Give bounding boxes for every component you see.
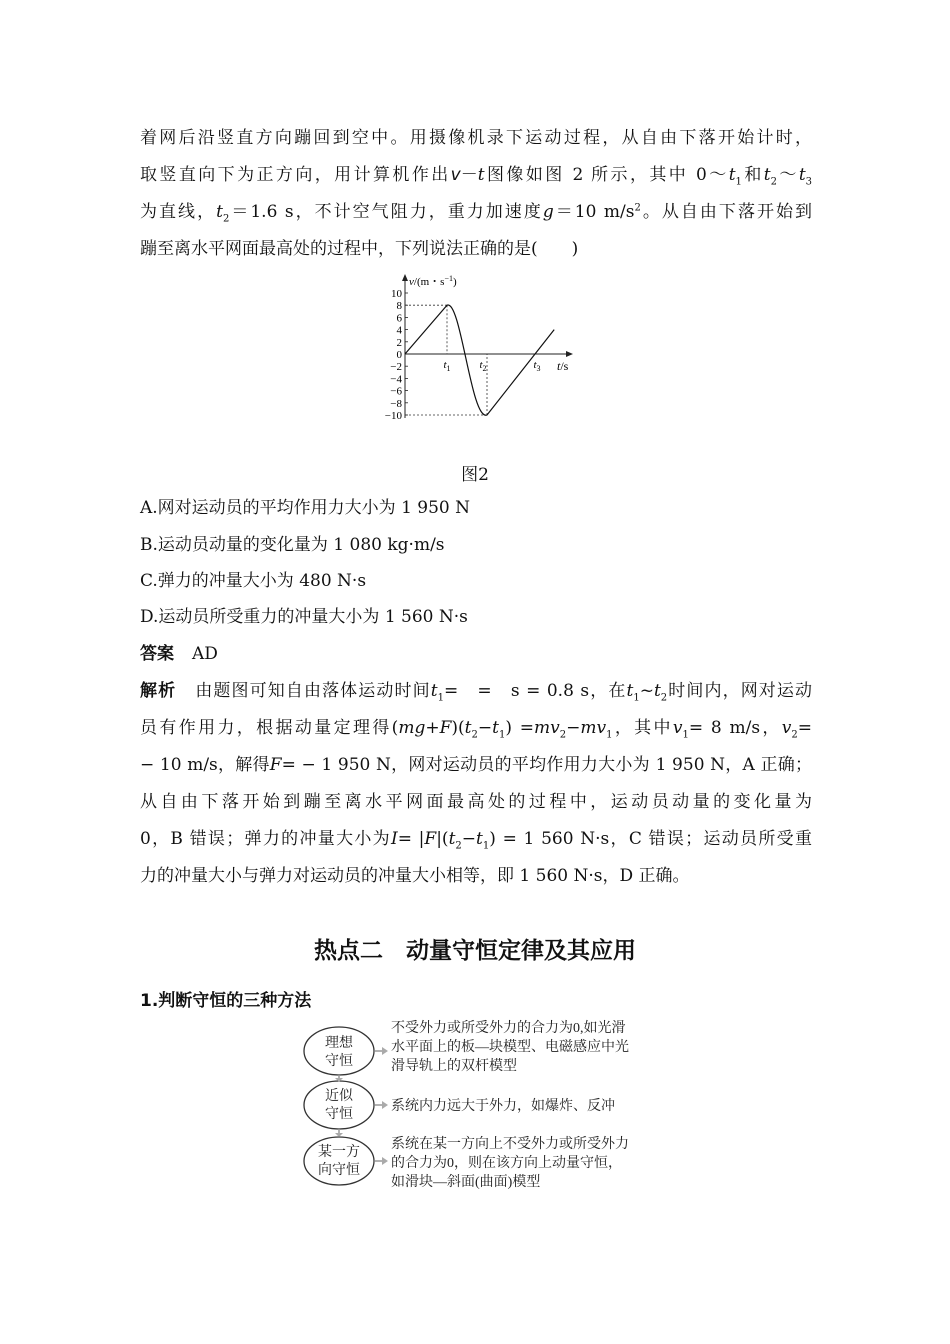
y-tick-label: −6: [390, 385, 402, 398]
x-axis-arrow: [566, 351, 573, 357]
x-tick-label: $t_3$: [533, 359, 541, 373]
y-tick-label: 6: [396, 312, 402, 325]
question-line-4: 蹦至离水平网面最高处的过程中，下列说法正确的是( ): [140, 239, 579, 259]
analysis-line-2: 员有作用力，根据动量定理得$(mg+F)(t_2-t_1) =mv_2-mv_1$，其中$v_1= 8$ m/s，$v_2=$: [140, 718, 813, 741]
option-d: D.运动员所受重力的冲量大小为 1 560 N·s: [140, 607, 468, 627]
y-axis-arrow: [402, 274, 408, 281]
y-tick-label: 8: [396, 300, 402, 313]
analysis-line-3: − 10 m/s，解得F= − 1 950 N，网对运动员的平均作用力大小为 1 950 N，A 正确；: [140, 755, 812, 775]
analysis-line-5: 0，B 错误；弹力的冲量大小为$I= |F|(t_2-t_1) = 1$ 560 N·s，C 错误；运动员所受重: [140, 829, 812, 852]
desc-ideal-1: 不受外力或所受外力的合力为0,如光滑: [391, 1021, 626, 1036]
question-line-3: 为直线，$t_2=1.6$ s，不计空气阻力，重力加速度g＝10 $m/s^2$。从自由下落开始到: [140, 202, 813, 225]
node-approx-line2: 守恒: [325, 1107, 353, 1122]
node-approx-line1: 近似: [325, 1089, 353, 1104]
analysis-line-6: 力的冲量大小与弹力对运动员的冲量大小相等，即 1 560 N·s，D 正确。: [140, 866, 690, 886]
y-tick-label: 2: [396, 336, 402, 349]
option-c: C.弹力的冲量大小为 480 N·s: [140, 571, 367, 591]
vt-chart: [365, 272, 585, 422]
x-tick-label: $t_2$: [479, 359, 487, 373]
option-b: B.运动员动量的变化量为 1 080 kg·m/s: [140, 535, 445, 555]
section-heading: 热点二 动量守恒定律及其应用: [314, 938, 636, 964]
node-direction-line1: 某一方: [318, 1145, 360, 1160]
x-axis-label: t/s: [557, 359, 569, 373]
desc-ideal-2: 水平面上的板—块模型、电磁感应中光: [391, 1040, 629, 1055]
y-tick-label: −4: [390, 373, 402, 386]
question-line-1: 着网后沿竖直方向蹦回到空中。用摄像机录下运动过程，从自由下落开始计时，: [140, 128, 812, 148]
section-subheading: 1.判断守恒的三种方法: [140, 991, 312, 1011]
desc-direction-2: 的合力为0，则在该方向上动量守恒，: [391, 1156, 622, 1171]
x-tick-label: $t_1$: [443, 359, 451, 373]
conservation-diagram: [300, 1015, 660, 1190]
y-tick-label: 0: [396, 349, 402, 361]
option-a: A.网对运动员的平均作用力大小为 1 950 N: [140, 498, 471, 518]
answer-label: 答案: [140, 644, 174, 664]
answer: [140, 644, 218, 664]
desc-direction-1: 系统在某一方向上不受外力或所受外力: [391, 1137, 629, 1152]
y-tick-label: 4: [396, 324, 402, 337]
node-ideal-line1: 理想: [325, 1036, 353, 1051]
y-tick-label: 10: [391, 288, 402, 300]
desc-approx-1: 系统内力远大于外力，如爆炸、反冲: [391, 1099, 615, 1114]
desc-direction-3: 如滑块—斜面(曲面)模型: [391, 1175, 541, 1190]
analysis-line-1: 解析 由题图可知自由落体运动时间$t_1=$ = s = 0.8 s，在$t_1\sim t_2$时间内，网对运动: [140, 681, 813, 704]
answer-value: AD: [192, 644, 218, 664]
desc-ideal-3: 滑导轨上的双杆模型: [391, 1059, 517, 1074]
analysis-line-4: 从自由下落开始到蹦至离水平网面最高处的过程中，运动员动量的变化量为: [140, 792, 812, 812]
figure-caption: 图2: [461, 465, 489, 485]
node-direction-line2: 向守恒: [318, 1163, 360, 1178]
y-tick-label: −10: [384, 410, 402, 422]
y-tick-label: −2: [390, 361, 402, 374]
node-ideal-line2: 守恒: [325, 1054, 353, 1069]
y-axis-label: v/(m・$s^{-1}$): [409, 274, 457, 288]
y-tick-label: −8: [390, 397, 402, 410]
question-line-2: 取竖直向下为正方向，用计算机作出v－t图像如图 2 所示，其中 $0\sim t_1$和$t_2\sim t_3$: [140, 165, 813, 188]
